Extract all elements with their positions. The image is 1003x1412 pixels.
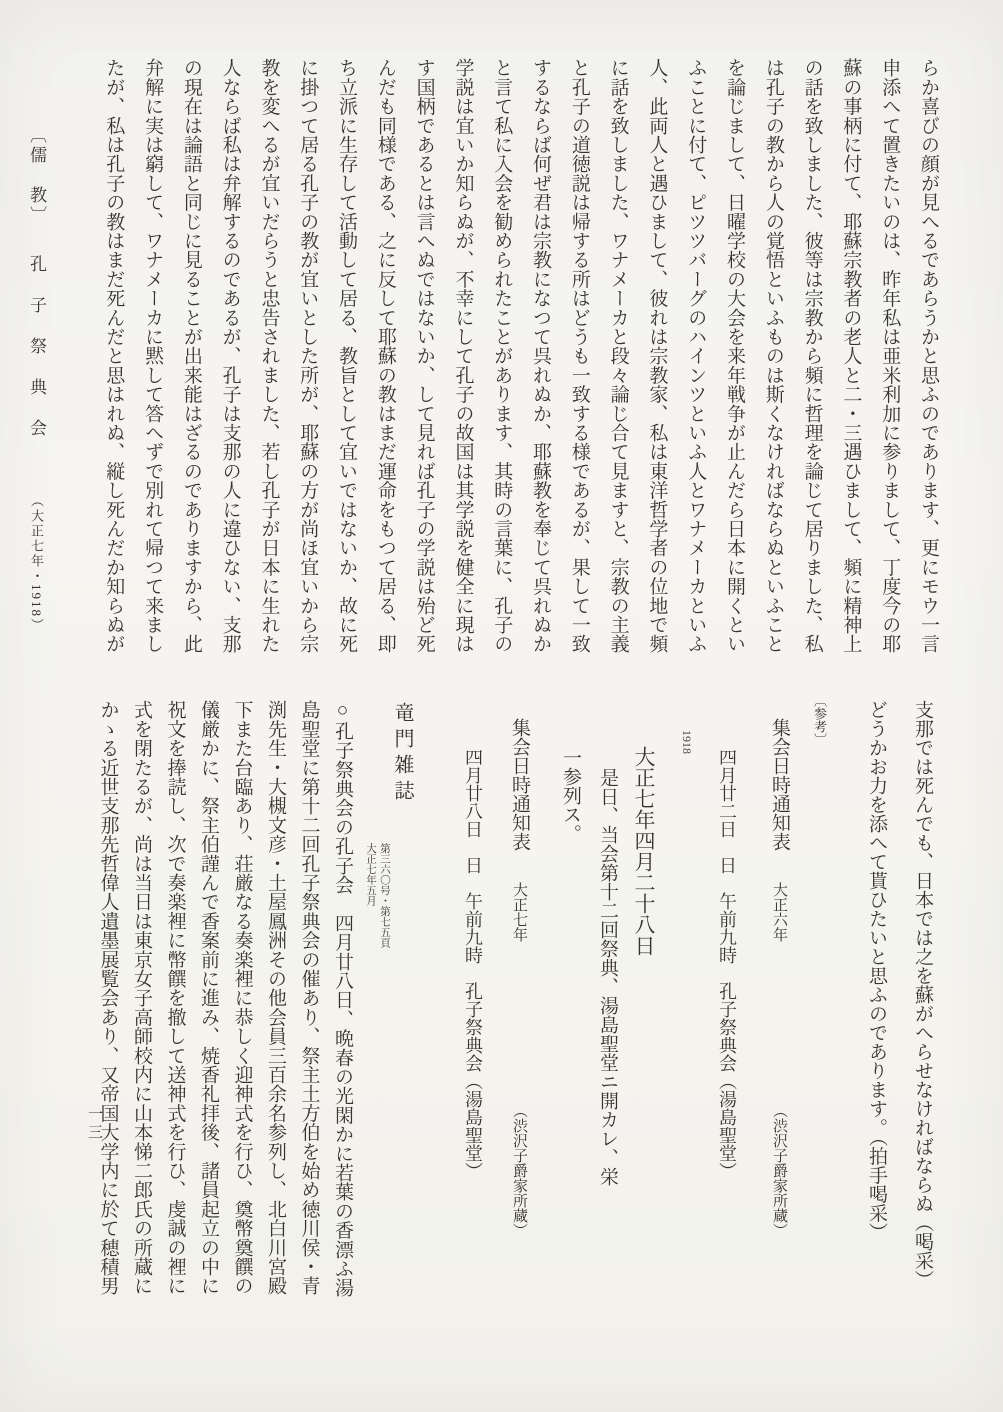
text-column: の話を致しました、彼等は宗教から頻に哲理を論じて居りました、私 xyxy=(801,58,823,654)
text-column: 蘇の事柄に付て、耶蘇宗教者の老人と二・三遇ひまして、頻に精神上 xyxy=(840,58,862,654)
notice-source: （渋沢子爵家所蔵） xyxy=(511,1102,527,1238)
margin-title-text: 孔子祭典会 xyxy=(27,255,46,461)
text-column: かゝる近世支那先哲偉人遺墨展覧会あり、又帝国大学内に於て穂積男 xyxy=(97,700,119,1296)
text-column: 人、此両人と遇ひまして、彼れは宗教家、私は東洋哲学者の位地で頻 xyxy=(646,58,668,654)
notice-year: 大正七年 xyxy=(511,881,527,942)
text-column: 人ならば私は弁解するのであるが、孔子は支那の人に違ひない、支那 xyxy=(219,58,241,654)
text-column: に掛つて居る孔子の教が宜いとした所が、耶蘇の方が尚ほ宜いから宗 xyxy=(297,58,319,654)
event-date-heading: 大正七年四月二十八日 xyxy=(632,746,656,956)
text-column: と孔子の道徳説は帰する所はどうも一致する様であるが、果して一致 xyxy=(568,58,590,654)
notice-title: 集会日時通知表 xyxy=(509,718,530,851)
western-year-label: 1918 xyxy=(680,730,694,754)
notice-source: （渋沢子爵家所蔵） xyxy=(771,1102,787,1238)
notice-entry-1918: 四月廿八日 日 午前九時 孔子祭典会（湯島聖堂） xyxy=(463,748,483,1180)
text-column: 祝文を捧読し、次で奏楽裡に幣饌を撤して送神式を行ひ、虔誠の裡に xyxy=(164,700,186,1296)
journal-text-block xyxy=(91,700,359,1297)
text-column: 儀厳かに、祭主伯謹んで香案前に進み、焼香礼拝後、諸員起立の中に xyxy=(198,700,219,1296)
text-column: 渕先生・大槻文彦・土屋鳳洲その他会員三百余名参列し、北白川宮殿 xyxy=(265,700,286,1296)
text-column: 教を変へるが宜いだらうと忠告されました、若し孔子が日本に生れた xyxy=(258,58,280,654)
text-column: たが、私は孔子の教はまだ死んだと思はれぬ、縦し死んだか知らぬが xyxy=(103,58,125,654)
text-column: ち立派に生存して活動して居る、教旨として宜いではないか、故に死 xyxy=(336,58,358,654)
notice-title: 集会日時通知表 xyxy=(769,718,790,851)
text-column: するならば何ぜ君は宗教になつて呉れぬか、耶蘇教を奉じて呉れぬか xyxy=(530,58,552,654)
text-column: に話を致しました、ワナメーカと段々論じ合て見ますと、宗教の主義 xyxy=(607,58,629,654)
text-column: の現在は論語と同じに見ることが出来能はざるのでありますから、此 xyxy=(180,58,202,654)
event-body-line: 是日、当会第十二回祭典、湯島聖堂ニ開カレ、栄 xyxy=(597,768,618,1186)
text-column: は孔子の教から人の覚悟といふものは斯くなければならぬといふこと xyxy=(762,58,784,654)
reference-label: 〔参考〕 xyxy=(812,694,827,746)
journal-meta xyxy=(363,843,391,948)
meeting-notice-1917 xyxy=(766,718,793,1238)
meeting-notice-1918 xyxy=(506,718,533,1238)
text-column: と言て私に入会を勧められたことがあります、其時の言葉に、孔子の xyxy=(491,58,513,654)
margin-title xyxy=(24,126,49,686)
event-body-line: 一参列ス。 xyxy=(560,748,581,843)
text-column: 申添へて置きたいのは、昨年私は亜米利加に参りまして、丁度今の耶 xyxy=(879,58,901,654)
journal-issue: 第三六〇号・第七五頁 xyxy=(379,843,390,948)
text-column: 下また台臨あり、荘厳なる奏楽裡に恭しく迎神式を行ひ、奠幣奠饌の xyxy=(231,700,253,1296)
text-column: どうかお力を添へて貰ひたいと思ふのであります。（拍手喝采） xyxy=(866,700,887,1242)
page-number: 一三 xyxy=(86,1106,102,1142)
journal-date: 大正七年五月 xyxy=(365,843,376,906)
text-column: らか喜びの顔が見へるであらうかと思ふのであります、更にモウ一言 xyxy=(918,58,939,654)
text-column: 弁解に実は窮して、ワナメーカに黙して答へずで別れて帰つて来まし xyxy=(142,58,164,654)
text-column: す国柄であるとは言へぬではないか、して見れば孔子の学説は殆ど死 xyxy=(413,58,435,654)
text-column: 式を閉たるが、尚は当日は東京女子高師校内に山本悌二郎氏の所蔵に xyxy=(131,700,152,1296)
margin-title-subtitle: （大正七年・1918） xyxy=(29,493,44,633)
notice-entry-1917: 四月廿二日 日 午前九時 孔子祭典会（湯島聖堂） xyxy=(717,748,737,1180)
journal-title: 竜門雑誌 xyxy=(391,702,413,806)
text-column: を論じまして、日曜学校の大会を来年戦争が止んだら日本に開くとい xyxy=(724,58,746,654)
margin-title-category: 〔儒 教〕 xyxy=(27,126,46,226)
text-column: んだも同様である、之に反して耶蘇の教はまだ運命をもつて居る、即 xyxy=(374,58,396,654)
speech-closing-block xyxy=(853,700,945,1289)
text-column: 支那では死んでも、日本では之を蘇がへらせなければならぬ（喝采） xyxy=(912,700,933,1289)
text-column: 学説は宜いか知らぬが、不幸にして孔子の故国は其学説を健全に現は xyxy=(452,58,474,654)
text-column: ○孔子祭典会の孔子会 四月廿八日、晩春の光閑かに若葉の香漂ふ湯 xyxy=(332,700,353,1298)
text-column: 島聖堂に第十二回孔子祭典会の催あり、祭主土方伯を始め徳川侯・青 xyxy=(298,700,320,1296)
notice-year: 大正六年 xyxy=(771,881,787,942)
speech-text-block xyxy=(93,58,947,658)
text-column: ふことに付て、ピツツバーグのハインツといふ人とワナメーカといふ xyxy=(685,58,707,654)
